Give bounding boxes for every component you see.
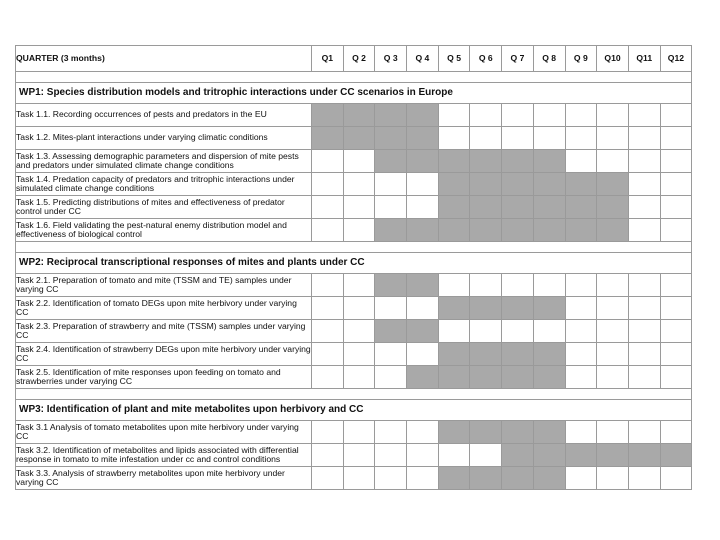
gantt-cell-active (407, 366, 439, 389)
wp-title: WP3: Identification of plant and mite metabolites upon herbivory and CC (16, 400, 692, 421)
quarter-header-row (16, 46, 692, 72)
gantt-cell-empty (312, 343, 344, 366)
gantt-cell-active (375, 104, 407, 127)
gantt-cell-empty (502, 104, 534, 127)
gantt-cell-active (438, 366, 470, 389)
quarter-header-q9: Q 9 (565, 46, 597, 72)
gantt-cell-empty (407, 467, 439, 490)
gantt-cell-active (502, 343, 534, 366)
gantt-cell-empty (470, 444, 502, 467)
gantt-cell-active (565, 196, 597, 219)
gantt-cell-active (565, 173, 597, 196)
task-label: Task 2.2. Identification of tomato DEGs upon mite herbivory under varying CC (16, 297, 312, 320)
gantt-cell-empty (597, 150, 629, 173)
spacer-cell (16, 389, 692, 400)
gantt-cell-empty (628, 343, 660, 366)
task-row (16, 366, 692, 389)
gantt-cell-empty (343, 219, 375, 242)
gantt-cell-empty (565, 127, 597, 150)
gantt-cell-empty (343, 467, 375, 490)
gantt-cell-empty (628, 150, 660, 173)
gantt-cell-empty (565, 150, 597, 173)
gantt-cell-empty (660, 127, 692, 150)
gantt-cell-empty (628, 467, 660, 490)
gantt-cell-empty (343, 173, 375, 196)
gantt-cell-empty (628, 127, 660, 150)
gantt-cell-active (533, 366, 565, 389)
gantt-cell-active (502, 467, 534, 490)
task-label: Task 2.4. Identification of strawberry DEGs upon mite herbivory under varying CC (16, 343, 312, 366)
gantt-cell-active (565, 219, 597, 242)
gantt-cell-empty (375, 173, 407, 196)
quarter-header-q10: Q10 (597, 46, 629, 72)
gantt-cell-empty (502, 127, 534, 150)
gantt-cell-empty (312, 297, 344, 320)
gantt-cell-active (470, 366, 502, 389)
gantt-cell-empty (628, 297, 660, 320)
gantt-cell-empty (660, 467, 692, 490)
gantt-cell-empty (407, 196, 439, 219)
gantt-cell-empty (343, 297, 375, 320)
gantt-cell-active (375, 219, 407, 242)
gantt-cell-empty (628, 104, 660, 127)
gantt-cell-empty (660, 173, 692, 196)
gantt-cell-empty (565, 320, 597, 343)
gantt-cell-empty (565, 467, 597, 490)
gantt-cell-empty (375, 444, 407, 467)
gantt-cell-active (533, 444, 565, 467)
gantt-cell-active (407, 127, 439, 150)
task-row (16, 444, 692, 467)
gantt-cell-active (502, 173, 534, 196)
gantt-cell-empty (565, 274, 597, 297)
quarter-header-q1: Q1 (312, 46, 344, 72)
gantt-cell-empty (375, 467, 407, 490)
gantt-cell-empty (502, 274, 534, 297)
task-label: Task 1.4. Predation capacity of predators and tritrophic interactions under simulated climate change conditions (16, 173, 312, 196)
gantt-cell-empty (312, 467, 344, 490)
gantt-cell-active (438, 173, 470, 196)
quarter-header-q7: Q 7 (502, 46, 534, 72)
gantt-cell-empty (597, 320, 629, 343)
gantt-cell-empty (438, 444, 470, 467)
gantt-cell-active (407, 320, 439, 343)
gantt-cell-active (533, 173, 565, 196)
wp-title-row (16, 253, 692, 274)
gantt-cell-active (343, 104, 375, 127)
gantt-cell-empty (438, 104, 470, 127)
quarter-header-q4: Q 4 (407, 46, 439, 72)
gantt-cell-empty (407, 444, 439, 467)
gantt-cell-active (502, 366, 534, 389)
gantt-cell-empty (597, 366, 629, 389)
spacer-cell (16, 72, 692, 83)
gantt-cell-empty (597, 127, 629, 150)
gantt-cell-empty (565, 421, 597, 444)
gantt-cell-empty (660, 196, 692, 219)
gantt-cell-empty (533, 320, 565, 343)
gantt-table (15, 45, 692, 490)
gantt-cell-empty (565, 366, 597, 389)
gantt-cell-empty (597, 274, 629, 297)
task-row (16, 127, 692, 150)
gantt-cell-empty (312, 320, 344, 343)
gantt-cell-active (660, 444, 692, 467)
gantt-cell-empty (597, 104, 629, 127)
gantt-cell-empty (312, 173, 344, 196)
gantt-cell-empty (565, 343, 597, 366)
gantt-cell-active (343, 127, 375, 150)
task-row (16, 343, 692, 366)
gantt-cell-empty (312, 444, 344, 467)
gantt-cell-empty (438, 274, 470, 297)
gantt-cell-active (597, 444, 629, 467)
gantt-cell-active (533, 343, 565, 366)
gantt-cell-empty (660, 219, 692, 242)
gantt-cell-active (502, 297, 534, 320)
gantt-cell-empty (628, 196, 660, 219)
gantt-cell-active (438, 467, 470, 490)
quarter-header-q6: Q 6 (470, 46, 502, 72)
gantt-cell-empty (597, 467, 629, 490)
gantt-cell-active (597, 196, 629, 219)
wp-title: WP2: Reciprocal transcriptional responses of mites and plants under CC (16, 253, 692, 274)
gantt-cell-active (502, 219, 534, 242)
quarter-header-q12: Q12 (660, 46, 692, 72)
gantt-cell-active (312, 104, 344, 127)
gantt-cell-empty (533, 274, 565, 297)
gantt-cell-empty (312, 421, 344, 444)
wp-title: WP1: Species distribution models and tritrophic interactions under CC scenarios in Europe (16, 83, 692, 104)
task-row (16, 219, 692, 242)
quarter-header-label: QUARTER (3 months) (16, 46, 312, 72)
task-label: Task 2.1. Preparation of tomato and mite (TSSM and TE) samples under varying CC (16, 274, 312, 297)
gantt-cell-empty (438, 127, 470, 150)
gantt-cell-empty (470, 320, 502, 343)
gantt-cell-empty (375, 366, 407, 389)
task-label: Task 1.6. Field validating the pest-natural enemy distribution model and effectiveness of biological control (16, 219, 312, 242)
gantt-cell-active (597, 173, 629, 196)
spacer-cell (16, 242, 692, 253)
gantt-cell-empty (312, 150, 344, 173)
gantt-cell-empty (312, 274, 344, 297)
task-label: Task 1.1. Recording occurrences of pests and predators in the EU (16, 104, 312, 127)
gantt-cell-empty (407, 343, 439, 366)
gantt-cell-active (375, 274, 407, 297)
gantt-cell-empty (343, 366, 375, 389)
gantt-cell-empty (438, 320, 470, 343)
task-label: Task 1.5. Predicting distributions of mites and effectiveness of predator control under CC (16, 196, 312, 219)
gantt-cell-empty (407, 421, 439, 444)
gantt-cell-active (597, 219, 629, 242)
gantt-cell-active (438, 421, 470, 444)
task-row (16, 104, 692, 127)
spacer-row (16, 72, 692, 83)
gantt-cell-empty (660, 343, 692, 366)
quarter-header-q8: Q 8 (533, 46, 565, 72)
gantt-cell-active (375, 150, 407, 173)
gantt-cell-empty (660, 297, 692, 320)
gantt-cell-empty (597, 343, 629, 366)
gantt-cell-active (533, 297, 565, 320)
task-row (16, 274, 692, 297)
gantt-cell-empty (565, 297, 597, 320)
task-row (16, 421, 692, 444)
gantt-cell-empty (565, 104, 597, 127)
gantt-cell-active (533, 467, 565, 490)
task-row (16, 196, 692, 219)
gantt-cell-active (502, 421, 534, 444)
gantt-cell-empty (628, 366, 660, 389)
gantt-cell-active (470, 343, 502, 366)
gantt-cell-empty (375, 343, 407, 366)
gantt-cell-empty (407, 173, 439, 196)
gantt-cell-active (407, 104, 439, 127)
gantt-cell-empty (470, 274, 502, 297)
gantt-cell-empty (533, 127, 565, 150)
gantt-cell-empty (343, 421, 375, 444)
gantt-cell-active (407, 274, 439, 297)
gantt-cell-empty (628, 421, 660, 444)
gantt-cell-empty (343, 343, 375, 366)
task-row (16, 297, 692, 320)
gantt-cell-empty (375, 297, 407, 320)
gantt-cell-active (470, 173, 502, 196)
task-label: Task 3.1 Analysis of tomato metabolites upon mite herbivory under varying CC (16, 421, 312, 444)
gantt-cell-active (470, 196, 502, 219)
gantt-cell-empty (375, 421, 407, 444)
gantt-cell-active (533, 219, 565, 242)
gantt-cell-active (502, 150, 534, 173)
gantt-cell-active (438, 150, 470, 173)
gantt-cell-empty (597, 297, 629, 320)
gantt-cell-active (470, 467, 502, 490)
gantt-body (16, 72, 692, 490)
gantt-cell-empty (660, 274, 692, 297)
gantt-cell-active (470, 421, 502, 444)
gantt-cell-empty (312, 366, 344, 389)
gantt-cell-active (375, 320, 407, 343)
gantt-cell-empty (660, 320, 692, 343)
gantt-cell-empty (343, 444, 375, 467)
gantt-cell-active (438, 196, 470, 219)
task-label: Task 3.2. Identification of metabolites and lipids associated with differential response in tomato to mite infestation under cc and control conditions (16, 444, 312, 467)
gantt-cell-empty (533, 104, 565, 127)
gantt-cell-active (438, 219, 470, 242)
gantt-cell-active (438, 343, 470, 366)
gantt-cell-empty (597, 421, 629, 444)
quarter-header-q2: Q 2 (343, 46, 375, 72)
task-row (16, 150, 692, 173)
gantt-cell-active (470, 297, 502, 320)
task-label: Task 2.3. Preparation of strawberry and mite (TSSM) samples under varying CC (16, 320, 312, 343)
gantt-cell-active (628, 444, 660, 467)
gantt-cell-empty (660, 104, 692, 127)
task-row (16, 467, 692, 490)
gantt-cell-empty (628, 173, 660, 196)
gantt-cell-empty (312, 219, 344, 242)
gantt-cell-empty (343, 274, 375, 297)
gantt-cell-active (533, 196, 565, 219)
gantt-cell-empty (375, 196, 407, 219)
gantt-cell-empty (470, 127, 502, 150)
quarter-header-q3: Q 3 (375, 46, 407, 72)
gantt-cell-empty (660, 421, 692, 444)
task-label: Task 3.3. Analysis of strawberry metabolites upon mite herbivory under varying CC (16, 467, 312, 490)
spacer-row (16, 389, 692, 400)
gantt-cell-empty (407, 297, 439, 320)
gantt-cell-active (407, 150, 439, 173)
gantt-cell-empty (502, 320, 534, 343)
gantt-cell-empty (343, 150, 375, 173)
gantt-cell-active (565, 444, 597, 467)
wp-title-row (16, 400, 692, 421)
gantt-cell-empty (660, 366, 692, 389)
gantt-cell-active (438, 297, 470, 320)
wp-title-row (16, 83, 692, 104)
gantt-cell-empty (343, 196, 375, 219)
gantt-cell-active (407, 219, 439, 242)
gantt-cell-empty (628, 219, 660, 242)
task-label: Task 1.2. Mites-plant interactions under varying climatic conditions (16, 127, 312, 150)
gantt-cell-empty (628, 274, 660, 297)
quarter-header-q5: Q 5 (438, 46, 470, 72)
task-label: Task 1.3. Assessing demographic parameters and dispersion of mite pests and predators under simulated climate change conditions (16, 150, 312, 173)
gantt-cell-active (312, 127, 344, 150)
task-label: Task 2.5. Identification of mite responses upon feeding on tomato and strawberries under varying CC (16, 366, 312, 389)
task-row (16, 173, 692, 196)
gantt-cell-empty (312, 196, 344, 219)
gantt-cell-active (533, 150, 565, 173)
quarter-header-q11: Q11 (628, 46, 660, 72)
gantt-cell-active (533, 421, 565, 444)
spacer-row (16, 242, 692, 253)
gantt-cell-empty (628, 320, 660, 343)
gantt-cell-active (375, 127, 407, 150)
task-row (16, 320, 692, 343)
gantt-cell-active (502, 444, 534, 467)
gantt-cell-active (502, 196, 534, 219)
gantt-cell-empty (470, 104, 502, 127)
gantt-cell-empty (343, 320, 375, 343)
gantt-cell-empty (660, 150, 692, 173)
gantt-cell-active (470, 150, 502, 173)
gantt-cell-active (470, 219, 502, 242)
